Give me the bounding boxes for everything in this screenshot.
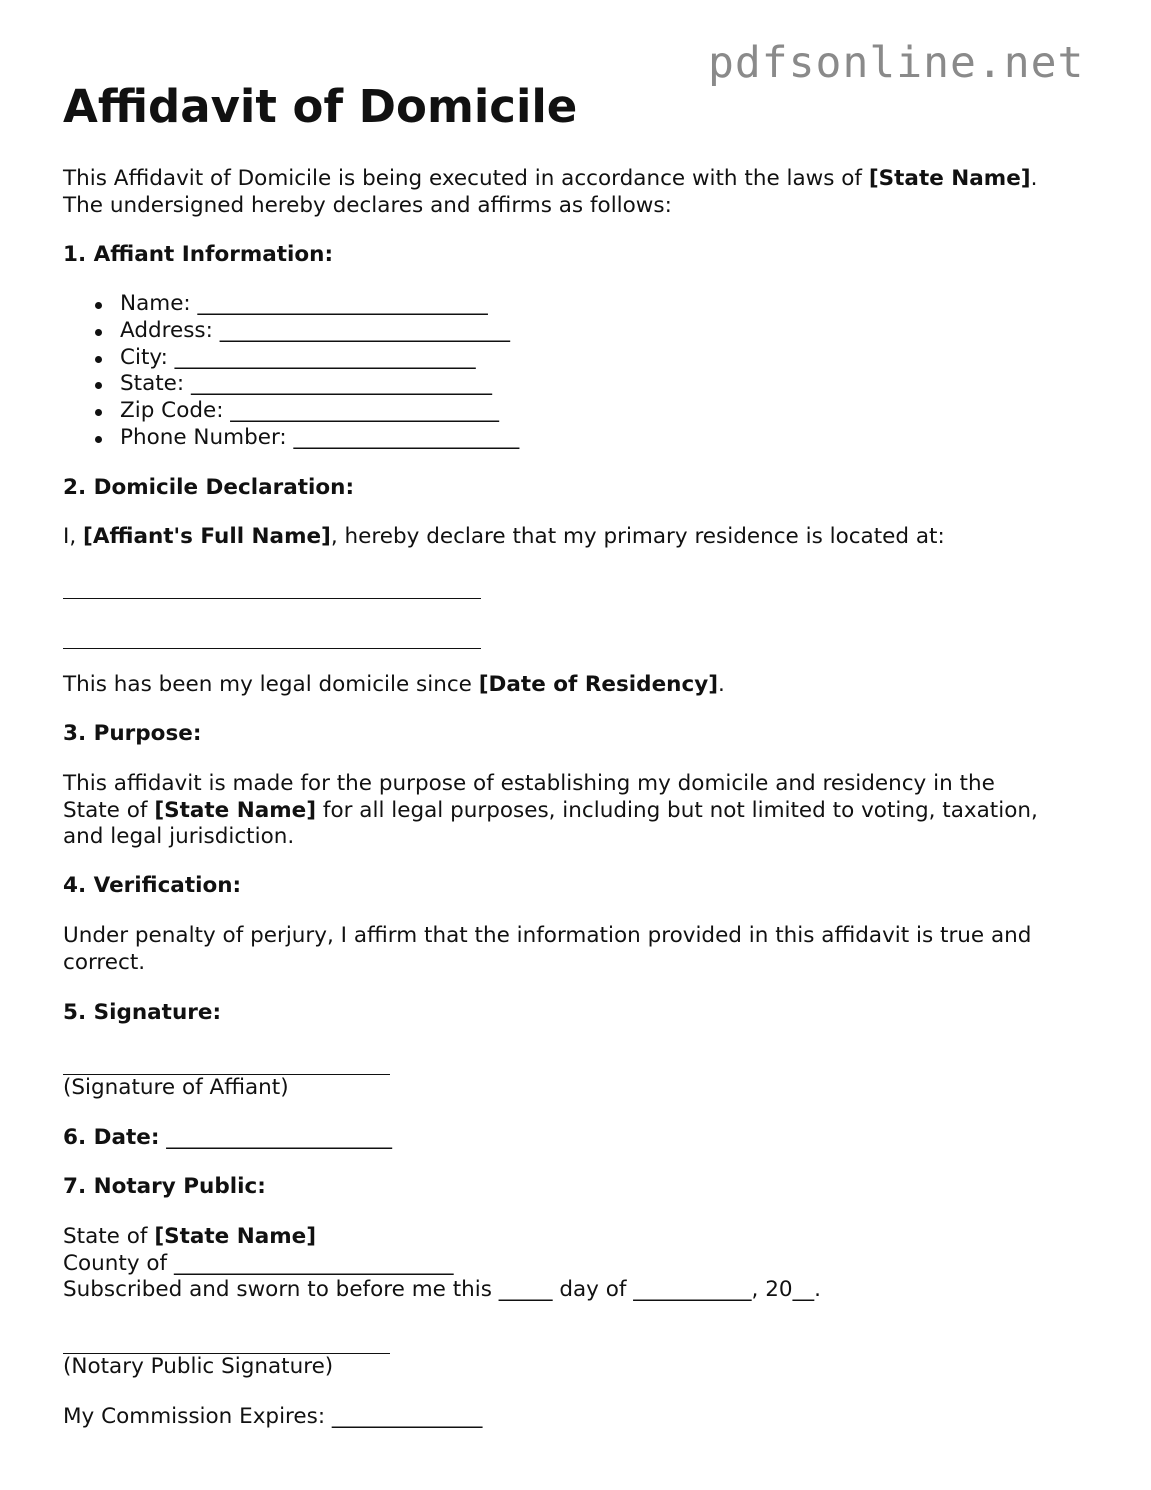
name-field[interactable]: Name: ___________________________ [63,291,519,318]
date-line[interactable] [63,1125,392,1152]
purpose-heading: 3. Purpose: [63,721,202,746]
intro-line-1: This Affidavit of Domicile is being executed in accordance with the laws of [State Name]. [63,166,1038,191]
domicile-statement: I, [Affiant's Full Name], hereby declare that my primary residence is located at: [63,524,945,549]
purpose-state-placeholder: [State Name] [154,797,317,823]
affiant-fields-list [63,291,519,452]
signature-heading: 5. Signature: [63,1000,222,1025]
purpose-paragraph: This affidavit is made for the purpose of establishing my domicile and residency in the State of [State Name] for all legal purposes, including but not limited to voting, taxation, and legal jurisdiction. [63,771,1038,850]
affiant-heading: 1. Affiant Information: [63,242,334,267]
date-heading: 6. Date: [63,1125,160,1150]
residency-since: This has been my legal domicile since [Date of Residency]. [63,672,725,697]
document-title: Affidavit of Domicile [63,80,578,133]
intro-line-2: The undersigned hereby declares and affirms as follows: [63,192,672,218]
address-field[interactable]: Address: ___________________________ [63,318,519,345]
notary-block [63,1224,821,1304]
county-field[interactable]: County of __________________________ [63,1250,454,1276]
watermark: pdfsonline.net [708,38,1085,88]
affiant-name-placeholder: [Affiant's Full Name] [83,524,331,549]
state-field[interactable]: State: ____________________________ [63,371,519,398]
city-field[interactable]: City: ____________________________ [63,345,519,372]
date-blank[interactable]: _____________________ [159,1125,393,1150]
phone-number-field[interactable]: Phone Number: _____________________ [63,425,519,452]
verification-heading: 4. Verification: [63,873,242,898]
date-of-residency-placeholder: [Date of Residency] [478,672,719,697]
notary-signature-caption: (Notary Public Signature) [63,1354,334,1379]
intro-paragraph [63,166,1037,219]
notary-state-line: State of [State Name] [63,1224,317,1249]
address-line-2[interactable] [63,648,481,649]
address-line-1[interactable] [63,598,481,599]
zip-code-field[interactable]: Zip Code: _________________________ [63,398,519,425]
notary-state-placeholder: [State Name] [154,1224,317,1249]
domicile-heading: 2. Domicile Declaration: [63,475,355,500]
notary-heading: 7. Notary Public: [63,1174,266,1199]
affiant-signature-caption: (Signature of Affiant) [63,1075,289,1100]
commission-expires-field[interactable]: My Commission Expires: ______________ [63,1404,483,1429]
verification-paragraph: Under penalty of perjury, I affirm that the information provided in this affidavit is true and correct. [63,923,1032,975]
state-name-placeholder: [State Name] [868,166,1031,191]
sworn-line[interactable]: Subscribed and sworn to before me this _____ day of ___________, 20__. [63,1277,821,1303]
